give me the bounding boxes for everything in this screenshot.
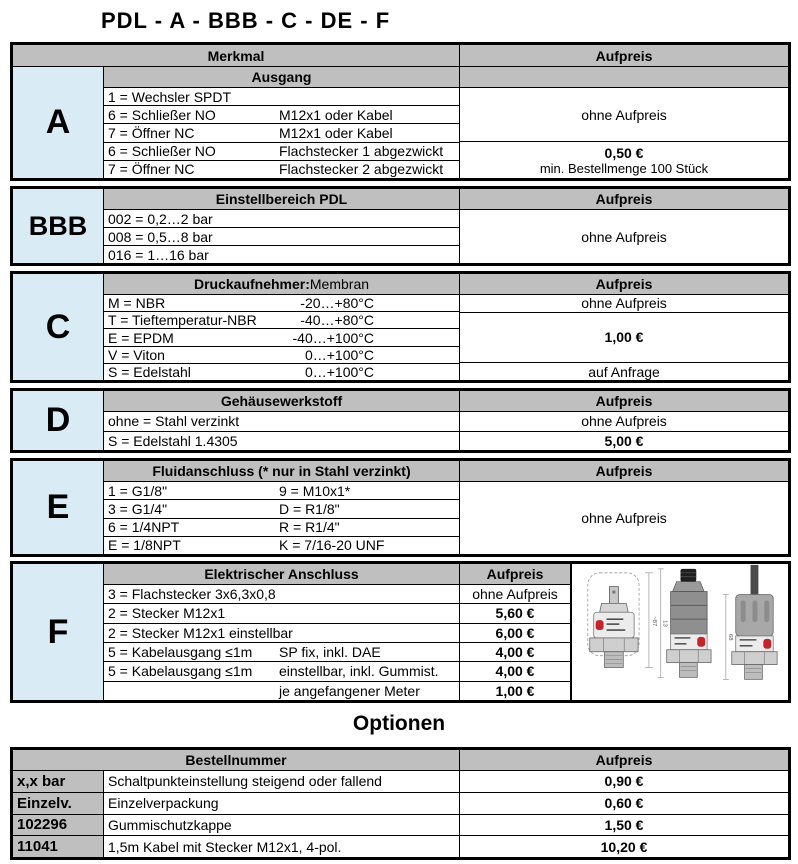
table-row: M = NBR -20…+80°C <box>108 295 374 312</box>
price-cell: 6,00 € <box>460 623 570 642</box>
table-row: 1 = G1/8" 9 = M10x1* <box>108 482 351 499</box>
price-cell: ohne Aufpreis <box>581 106 667 123</box>
table-row: 6 = Schließer NO M12x1 oder Kabel <box>104 105 459 123</box>
price-value: 0,50 € <box>604 144 644 161</box>
table-row <box>13 792 788 814</box>
column-header-aufpreis: Aufpreis <box>460 750 788 770</box>
column-header-aufpreis: Aufpreis <box>460 45 788 66</box>
table-header-row <box>13 45 788 66</box>
price-cell: auf Anfrage <box>460 362 788 380</box>
column-header-merkmal: Merkmal <box>13 45 460 66</box>
price-cell: ohne Aufpreis <box>581 413 667 430</box>
subheader-aufpreis: Aufpreis <box>460 391 788 411</box>
table-row: je angefangener Meter <box>104 681 459 700</box>
section-letter-bbb: BBB <box>13 189 104 263</box>
section-c-table <box>10 271 791 383</box>
price-cell: 5,00 € <box>460 431 788 451</box>
table-row: V = Viton 0…+100°C <box>104 346 459 363</box>
pressure-switch-m12-drawing <box>658 569 711 677</box>
pressure-switch-figure <box>572 564 788 700</box>
price-cell: 5,60 € <box>460 603 570 622</box>
option-code: x,x bar <box>13 771 104 792</box>
subheader-aufpreis: Aufpreis <box>460 274 788 294</box>
option-code: 11041 <box>13 836 104 857</box>
price-cell: 1,00 € <box>460 681 570 700</box>
option-description: Gummischutzkappe <box>104 815 460 836</box>
table-row: 008 = 0,5…8 bar <box>104 227 459 245</box>
table-row: 1 = Wechsler SPDT <box>108 88 232 105</box>
table-row: 2 = Stecker M12x1 <box>104 603 459 622</box>
subheader-ausgang: Ausgang <box>104 67 460 87</box>
price-cell: ohne Aufpreis <box>472 586 558 603</box>
optionen-heading: Optionen <box>352 712 446 735</box>
table-row: 6 = 1/4NPT R = R1/4" <box>104 518 459 536</box>
table-row: 7 = Öffner NC M12x1 oder Kabel <box>104 123 459 141</box>
option-description: 1,5m Kabel mit Stecker M12x1, 4-pol. <box>104 836 460 857</box>
table-row <box>13 835 788 857</box>
price-cell: 4,00 € <box>460 642 570 661</box>
table-row <box>13 814 788 836</box>
table-row: 002 = 0,2…2 bar <box>108 210 213 227</box>
dimension-label: 68 <box>726 633 733 641</box>
subheader-gehaeusewerkstoff: Gehäusewerkstoff <box>104 391 460 411</box>
subheader-aufpreis: Aufpreis <box>460 461 788 481</box>
pressure-switch-flachstecker-drawing <box>588 573 657 668</box>
option-description: Einzelverpackung <box>104 793 460 814</box>
price-cell: ohne Aufpreis <box>581 510 667 526</box>
option-code: 102296 <box>13 815 104 836</box>
section-letter-d: D <box>13 391 104 450</box>
price-cell: 0,60 € <box>604 795 644 812</box>
price-cell: ohne Aufpreis <box>581 295 667 312</box>
subheader-druckaufnehmer: Druckaufnehmer: Membran <box>104 274 460 294</box>
table-row: 7 = Öffner NC Flachstecker 2 abgezwickt <box>104 160 459 178</box>
section-letter-f: F <box>13 564 104 700</box>
pressure-switch-kabel-drawing <box>723 565 777 679</box>
dimension-label: ~87 <box>650 616 657 627</box>
table-row: 5 = Kabelausgang ≤1m SP fix, inkl. DAE <box>104 642 459 661</box>
price-cell: 4,00 € <box>460 661 570 680</box>
subheader-aufpreis: Aufpreis <box>460 189 788 209</box>
table-row: 3 = G1/4" D = R1/8" <box>104 499 459 517</box>
section-a-table <box>10 42 791 181</box>
section-letter-e: E <box>13 461 104 554</box>
optionen-table <box>10 747 791 860</box>
section-a-body <box>13 66 788 178</box>
section-letter-a: A <box>13 67 104 178</box>
price-cell: 1,50 € <box>604 816 644 833</box>
table-row: E = EPDM -40…+100°C <box>104 328 459 345</box>
product-figures <box>572 564 788 700</box>
section-bbb-table <box>10 186 791 266</box>
price-note: min. Bestellmenge 100 Stück <box>539 160 709 176</box>
option-code: Einzelv. <box>13 793 104 814</box>
table-row: S = Edelstahl 0…+100°C <box>104 363 459 380</box>
table-row: 5 = Kabelausgang ≤1m einstellbar, inkl. Gummist. <box>104 661 459 680</box>
section-letter-c: C <box>13 274 104 380</box>
subheader-row <box>104 67 788 87</box>
table-row <box>13 770 788 792</box>
section-f-table <box>10 561 791 703</box>
page-title: PDL - A - BBB - C - DE - F <box>101 8 391 33</box>
table-row: ohne = Stahl verzinkt <box>108 413 240 430</box>
subheader-aufpreis: Aufpreis <box>460 564 570 584</box>
price-cell: 10,20 € <box>600 838 648 855</box>
table-row: T = Tieftemperatur-NBR -40…+80°C <box>104 311 459 328</box>
column-header-bestellnummer: Bestellnummer <box>13 750 460 770</box>
section-d-table <box>10 388 791 453</box>
price-cell: 1,00 € <box>460 312 788 363</box>
table-row: 2 = Stecker M12x1 einstellbar <box>104 623 459 642</box>
subheader-einstellbereich: Einstellbereich PDL <box>104 189 460 209</box>
section-e-table <box>10 458 791 557</box>
table-row: E = 1/8NPT K = 7/16-20 UNF <box>104 536 459 554</box>
subheader-fluidanschluss: Fluidanschluss (* nur in Stahl verzinkt) <box>104 461 460 481</box>
subheader-elektrischer-anschluss: Elektrischer Anschluss <box>104 564 460 584</box>
price-cell <box>460 141 788 178</box>
table-row: 016 = 1…16 bar <box>104 245 459 263</box>
option-description: Schaltpunkteinstellung steigend oder fallend <box>104 771 460 792</box>
subheader-aufpreis-empty <box>460 67 788 87</box>
table-row: 3 = Flachstecker 3x6,3x0,8 <box>108 586 276 603</box>
table-row: S = Edelstahl 1.4305 <box>104 431 459 451</box>
price-cell: ohne Aufpreis <box>581 228 667 245</box>
price-cell: 0,90 € <box>604 773 644 790</box>
dimension-label: 13 <box>661 620 668 627</box>
table-row: 6 = Schließer NO Flachstecker 1 abgezwickt <box>104 142 459 160</box>
